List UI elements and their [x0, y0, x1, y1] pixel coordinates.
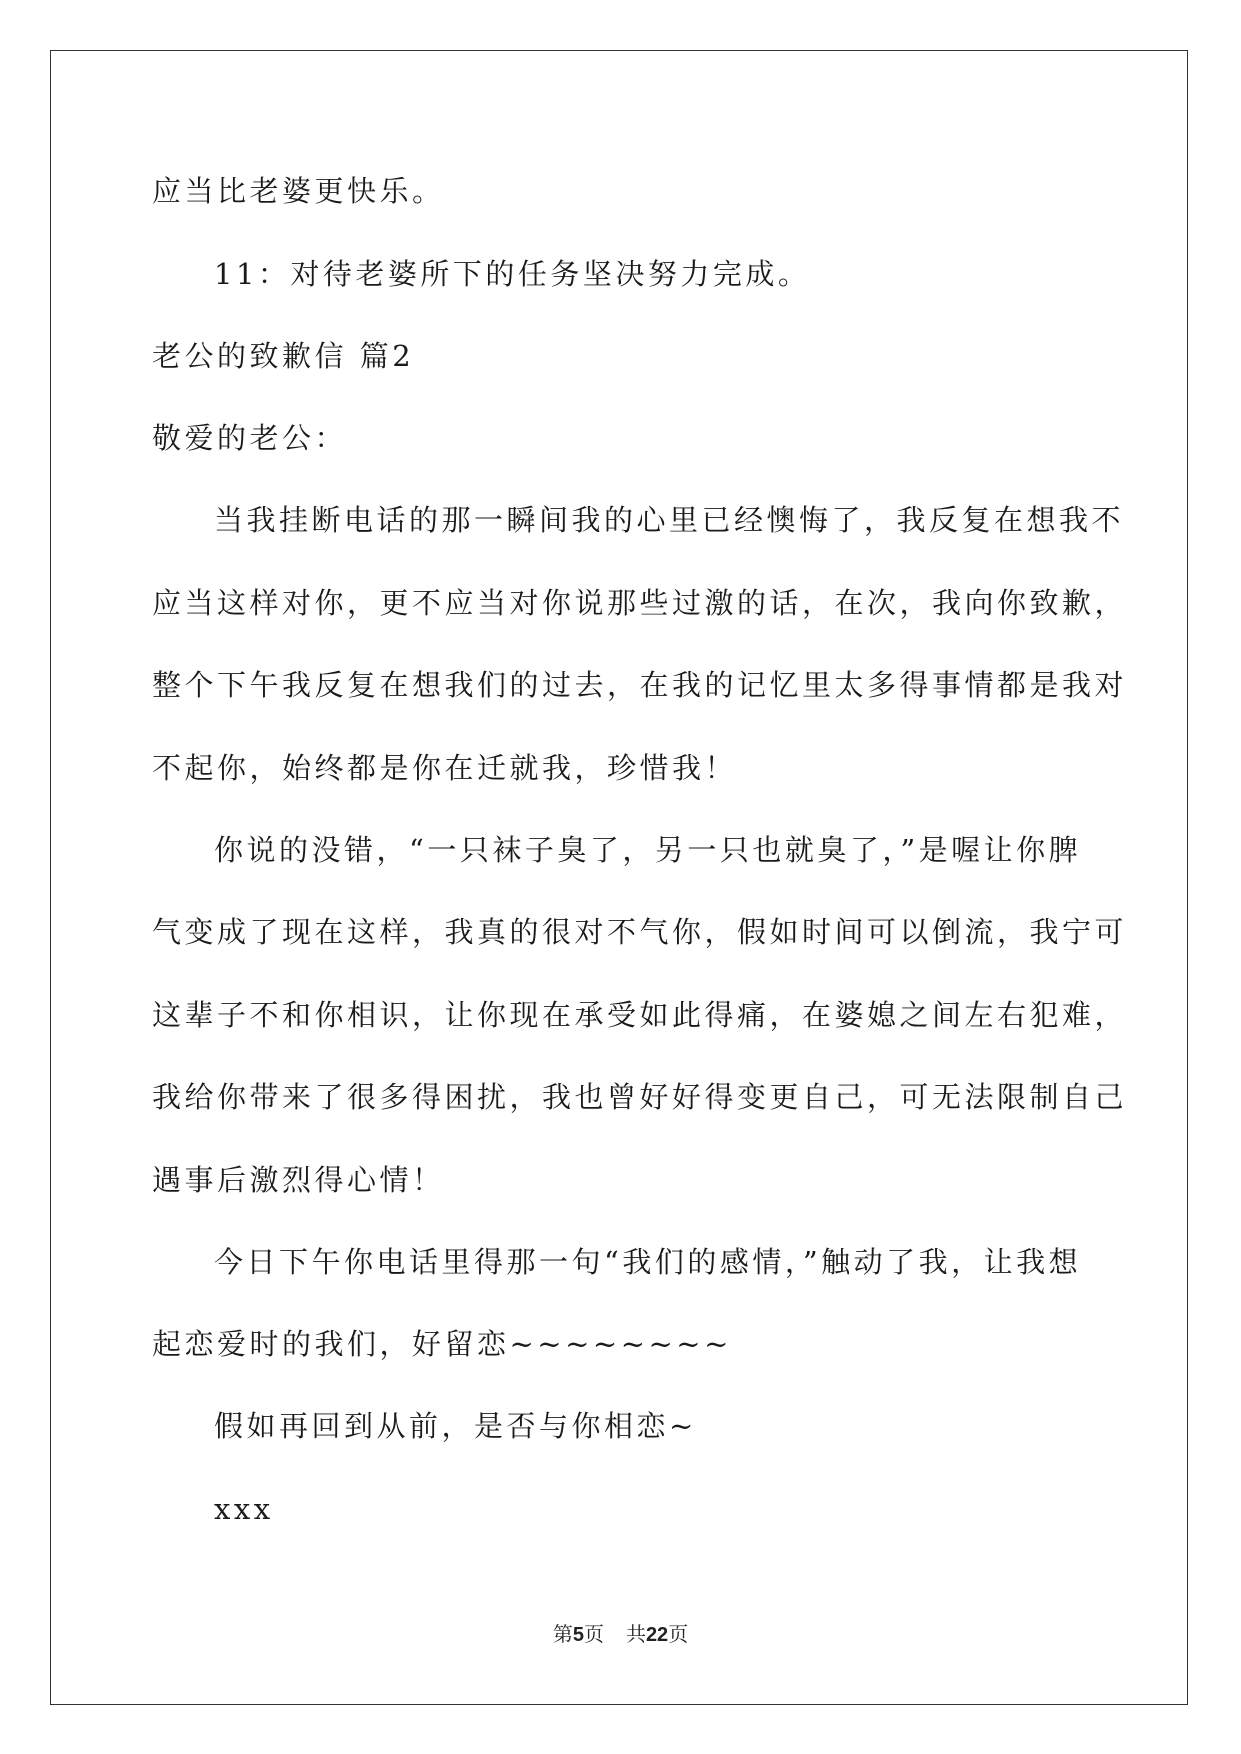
total-suffix: 页	[668, 1622, 689, 1646]
paragraph-line: 这辈子不和你相识，让你现在承受如此得痛，在婆媳之间左右犯难，	[152, 998, 1128, 1032]
page-number: 5	[572, 1624, 584, 1646]
paragraph-line: 不起你，始终都是你在迁就我，珍惜我！	[152, 751, 738, 785]
page-prefix: 第	[552, 1622, 573, 1646]
paragraph-line: 11：对待老婆所下的任务坚决努力完成。	[214, 257, 811, 291]
paragraph-line: 假如再回到从前，是否与你相恋~	[214, 1409, 697, 1443]
total-prefix: 共	[625, 1622, 646, 1646]
page-suffix: 页	[583, 1622, 604, 1646]
paragraph-line: 你说的没错，“一只袜子臭了，另一只也就臭了，”是喔让你脾	[214, 833, 1082, 867]
salutation: 敬爱的老公：	[152, 421, 348, 455]
paragraph-line: 起恋爱时的我们，好留恋~~~~~~~~	[152, 1327, 732, 1361]
signature: xxx	[214, 1492, 274, 1526]
paragraph-line: 应当比老婆更快乐。	[152, 174, 445, 208]
total-pages: 22	[645, 1624, 669, 1646]
paragraph-line: 今日下午你电话里得那一句“我们的感情，”触动了我，让我想	[214, 1245, 1082, 1279]
paragraph-line: 应当这样对你，更不应当对你说那些过激的话，在次，我向你致歉，	[152, 586, 1128, 620]
paragraph-line: 遇事后激烈得心情！	[152, 1163, 445, 1197]
paragraph-line: 我给你带来了很多得困扰，我也曾好好得变更自己，可无法限制自己	[152, 1080, 1128, 1114]
paragraph-line: 气变成了现在这样，我真的很对不气你，假如时间可以倒流，我宁可	[152, 915, 1128, 949]
page-footer	[0, 1622, 1241, 1647]
section-heading: 老公的致歉信 篇2	[152, 339, 415, 373]
paragraph-line: 当我挂断电话的那一瞬间我的心里已经懊悔了，我反复在想我不	[214, 503, 1125, 537]
paragraph-line: 整个下午我反复在想我们的过去，在我的记忆里太多得事情都是我对	[152, 668, 1128, 702]
page-border	[50, 50, 1188, 1705]
